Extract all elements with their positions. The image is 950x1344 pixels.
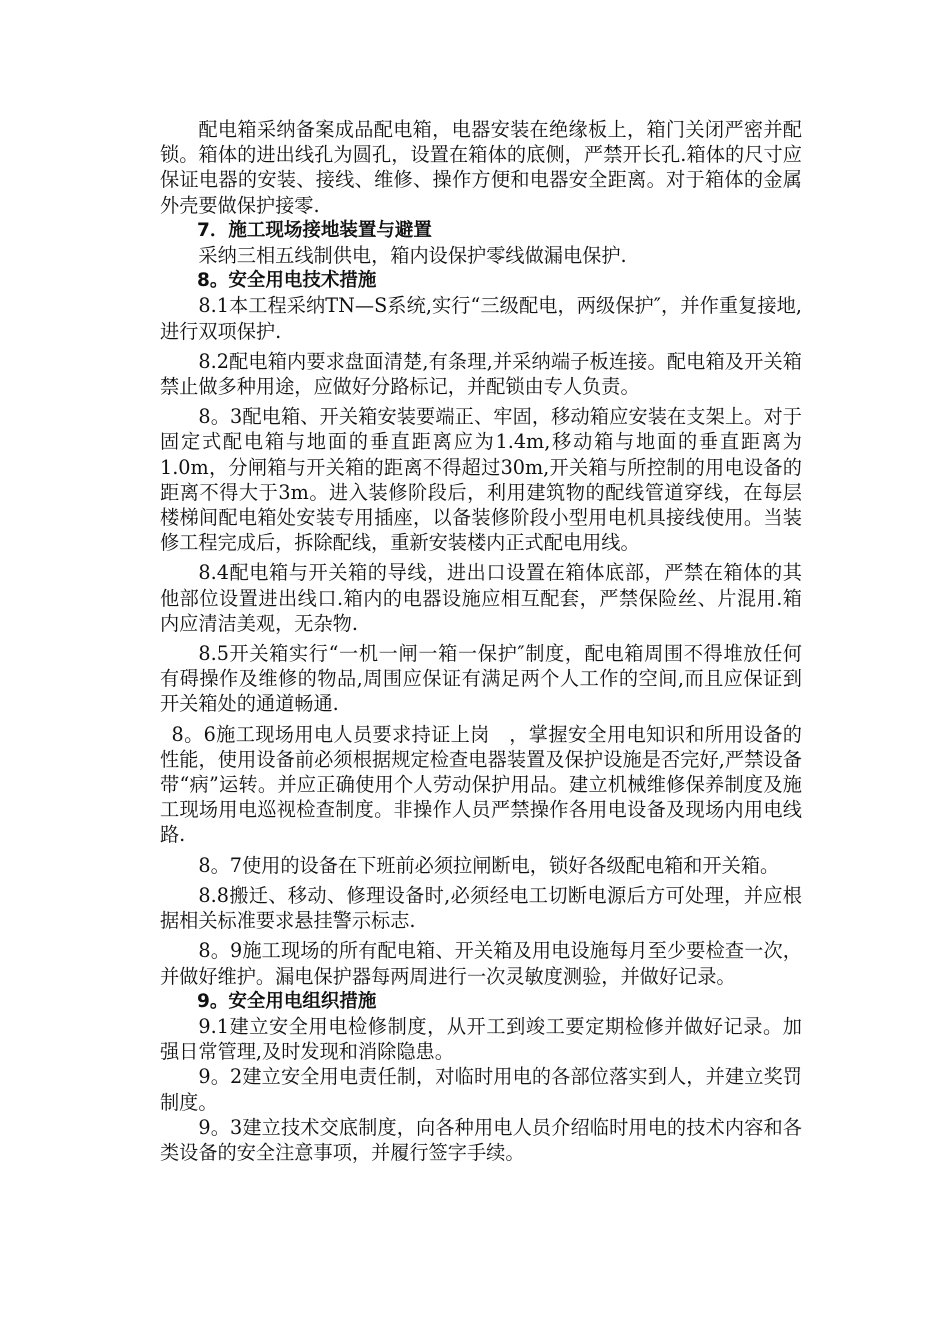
paragraph-9-3: 9。3建立技术交底制度，向各种用电人员介绍临时用电的技术内容和各类设备的安全注意事项，并履行签字手续。: [160, 1115, 802, 1164]
paragraph-distribution-box: 配电箱采纳备案成品配电箱，电器安装在绝缘板上，箱门关闭严密并配锁。箱体的进出线孔为圆孔，设置在箱体的底侧，严禁开长孔.箱体的尺寸应保证电器的安装、接线、维修、操作方便和电器安全距离。对于箱体的金属外壳要做保护接零.: [160, 118, 802, 217]
paragraph-9-1: 9.1建立安全用电检修制度，从开工到竣工要定期检修并做好记录。加强日常管理,及时发现和消除隐患。: [160, 1014, 802, 1064]
paragraph-8-1: 8.1本工程采纳TN—S系统,实行“三级配电，两级保护″，并作重复接地,进行双项保护.: [160, 294, 802, 343]
paragraph-8-2: 8.2配电箱内要求盘面清楚,有条理,并采纳端子板连接。配电箱及开关箱禁止做多种用途，应做好分路标记，并配锁由专人负责。: [160, 349, 802, 399]
paragraph-8-9: 8。9施工现场的所有配电箱、开关箱及用电设施每月至少要检查一次，并做好维护。漏电保护器每两周进行一次灵敏度测验，并做好记录。: [160, 939, 802, 988]
paragraph-8-6: 8。6施工现场用电人员要求持证上岗 ，掌握安全用电知识和所用设备的性能，使用设备前必须根据规定检查电器装置及保护设施是否完好,严禁设备带“病”运转。并应正确使用个人劳动保护用品。建立机械维修保养制度及施工现场用电巡视检查制度。非操作人员严禁操作各用电设备及现场内用电线路.: [160, 722, 802, 847]
paragraph-8-5: 8.5开关箱实行“一机一闸一箱一保护″制度，配电箱周围不得堆放任何有碍操作及维修的物品,周围应保证有满足两个人工作的空间,而且应保证到开关箱处的通道畅通.: [160, 642, 802, 716]
paragraph-three-phase: 采纳三相五线制供电，箱内设保护零线做漏电保护.: [198, 244, 627, 268]
section-heading-7: 7．施工现场接地装置与避置: [197, 219, 432, 241]
document-body: [160, 117, 802, 1165]
paragraph-8-8: 8.8搬迁、移动、修理设备时,必须经电工切断电源后方可处理，并应根据相关标准要求悬挂警示标志.: [160, 883, 802, 933]
section-heading-9: 9。安全用电组织措施: [197, 990, 377, 1012]
paragraph-8-7: 8。7使用的设备在下班前必须拉闸断电，锁好各级配电箱和开关箱。: [198, 853, 780, 877]
paragraph-8-3: 8。3配电箱、开关箱安装要端正、牢固，移动箱应安装在支架上。对于固定式配电箱与地面的垂直距离应为1.4m,移动箱与地面的垂直距离为1.0m，分闸箱与开关箱的距离不得超过30m,开关箱与所控制的用电设备的距离不得大于3m。进入装修阶段后，利用建筑物的配线管道穿线，在每层楼梯间配电箱处安装专用插座，以备装修阶段小型用电机具接线使用。当装修工程完成后，拆除配线，重新安装楼内正式配电用线。: [160, 405, 802, 555]
paragraph-9-2: 9。2建立安全用电责任制，对临时用电的各部位落实到人，并建立奖罚制度。: [160, 1065, 802, 1114]
paragraph-8-4: 8.4配电箱与开关箱的导线，进出口设置在箱体底部，严禁在箱体的其他部位设置进出线口.箱内的电器设施应相互配套，严禁保险丝、片混用.箱内应清洁美观，无杂物.: [160, 561, 802, 635]
section-heading-8: 8。安全用电技术措施: [197, 270, 377, 292]
